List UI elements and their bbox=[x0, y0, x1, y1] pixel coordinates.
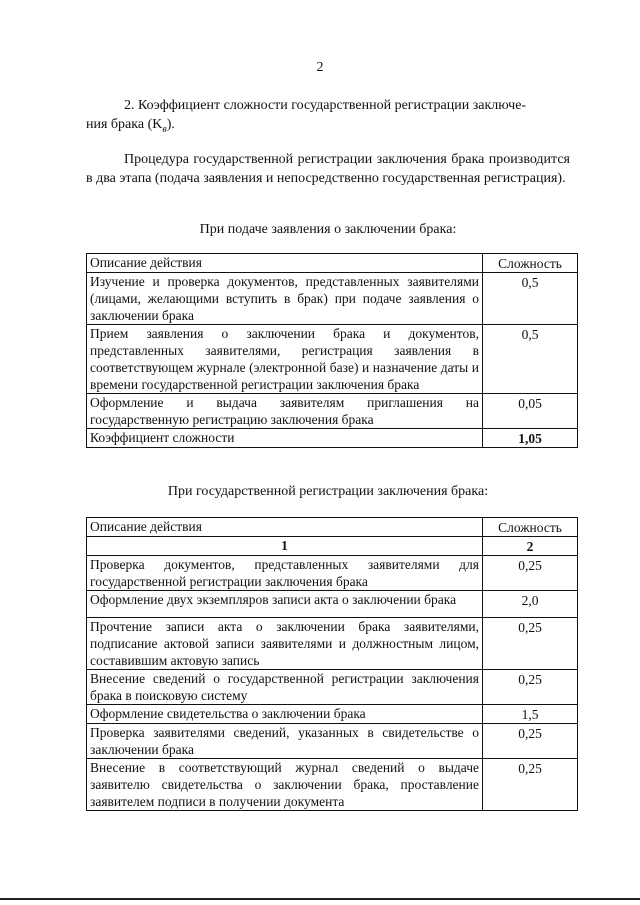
table-header-row bbox=[87, 518, 578, 537]
table-total-row bbox=[87, 429, 578, 448]
section-title-end: ). bbox=[166, 117, 175, 132]
row-value: 2,0 bbox=[483, 591, 578, 618]
row-description: Проверка документов, представленных заявителями для государственной регистрации заключения брака bbox=[87, 556, 483, 591]
table-row bbox=[87, 394, 578, 429]
row-description: Оформление свидетельства о заключении брака bbox=[87, 705, 483, 724]
row-description: Внесение сведений о государственной регистрации заключения брака в поисковую систему bbox=[87, 670, 483, 705]
row-value: 0,5 bbox=[483, 325, 578, 394]
section-title-subscript: в bbox=[162, 123, 167, 135]
row-value: 0,25 bbox=[483, 618, 578, 670]
header-description: Описание действия bbox=[87, 254, 483, 273]
table-row bbox=[87, 273, 578, 325]
row-description: Прием заявления о заключении брака и документов, представленных заявителями, регистрация заявления в соответствующем журнале (электронной базе) и назначение даты и времени государственной регистрации заключения брака bbox=[87, 325, 483, 394]
row-value: 0,25 bbox=[483, 670, 578, 705]
column-number-row bbox=[87, 537, 578, 556]
row-value: 0,25 bbox=[483, 556, 578, 591]
table-row bbox=[87, 591, 578, 618]
table-row bbox=[87, 670, 578, 705]
header-complexity: Сложность bbox=[483, 254, 578, 273]
row-value: 0,25 bbox=[483, 724, 578, 759]
table-row bbox=[87, 705, 578, 724]
header-complexity: Сложность bbox=[483, 518, 578, 537]
section-title bbox=[86, 96, 570, 139]
table-row bbox=[87, 556, 578, 591]
table2-caption: При государственной регистрации заключения брака: bbox=[167, 484, 489, 499]
table-row bbox=[87, 618, 578, 670]
row-description: Внесение в соответствующий журнал сведений о выдаче заявителю свидетельства о заключении брака, проставление заявителем подписи в получении документа bbox=[87, 759, 483, 811]
row-description: Оформление двух экземпляров записи акта о заключении брака bbox=[87, 591, 483, 618]
table-application-stage bbox=[86, 253, 578, 448]
row-description: Оформление и выдача заявителям приглашения на государственную регистрацию заключения брака bbox=[87, 394, 483, 429]
table-row bbox=[87, 724, 578, 759]
page-number: 2 bbox=[316, 60, 324, 75]
row-description: Проверка заявителями сведений, указанных в свидетельстве о заключении брака bbox=[87, 724, 483, 759]
row-value: 1,5 bbox=[483, 705, 578, 724]
total-value: 1,05 bbox=[483, 429, 578, 448]
row-value: 0,05 bbox=[483, 394, 578, 429]
intro-text: Процедура государственной регистрации заключения брака производится в два этапа (подача заявления и непосредственно государственная регистрация). bbox=[86, 152, 570, 186]
section-title-line1: 2. Коэффициент сложности государственной регистрации заключе- bbox=[124, 98, 527, 113]
page-bottom-border bbox=[0, 898, 640, 900]
intro-paragraph bbox=[86, 150, 570, 188]
column-number-2: 2 bbox=[483, 537, 578, 556]
header-description: Описание действия bbox=[87, 518, 483, 537]
row-value: 0,25 bbox=[483, 759, 578, 811]
table-header-row bbox=[87, 254, 578, 273]
table-row bbox=[87, 759, 578, 811]
row-description: Изучение и проверка документов, представленных заявителями (лицами, желающими вступить в брак) при подаче заявления о заключении брака bbox=[87, 273, 483, 325]
row-value: 0,5 bbox=[483, 273, 578, 325]
row-description: Прочтение записи акта о заключении брака заявителями, подписание актовой записи заявителями и должностным лицом, составившим актовую запись bbox=[87, 618, 483, 670]
table1-caption: При подаче заявления о заключении брака: bbox=[199, 222, 457, 237]
total-label: Коэффициент сложности bbox=[87, 429, 483, 448]
column-number-1: 1 bbox=[87, 537, 483, 556]
table-registration-stage bbox=[86, 517, 578, 811]
table-row bbox=[87, 325, 578, 394]
section-title-line2: ния брака (K bbox=[86, 117, 163, 132]
